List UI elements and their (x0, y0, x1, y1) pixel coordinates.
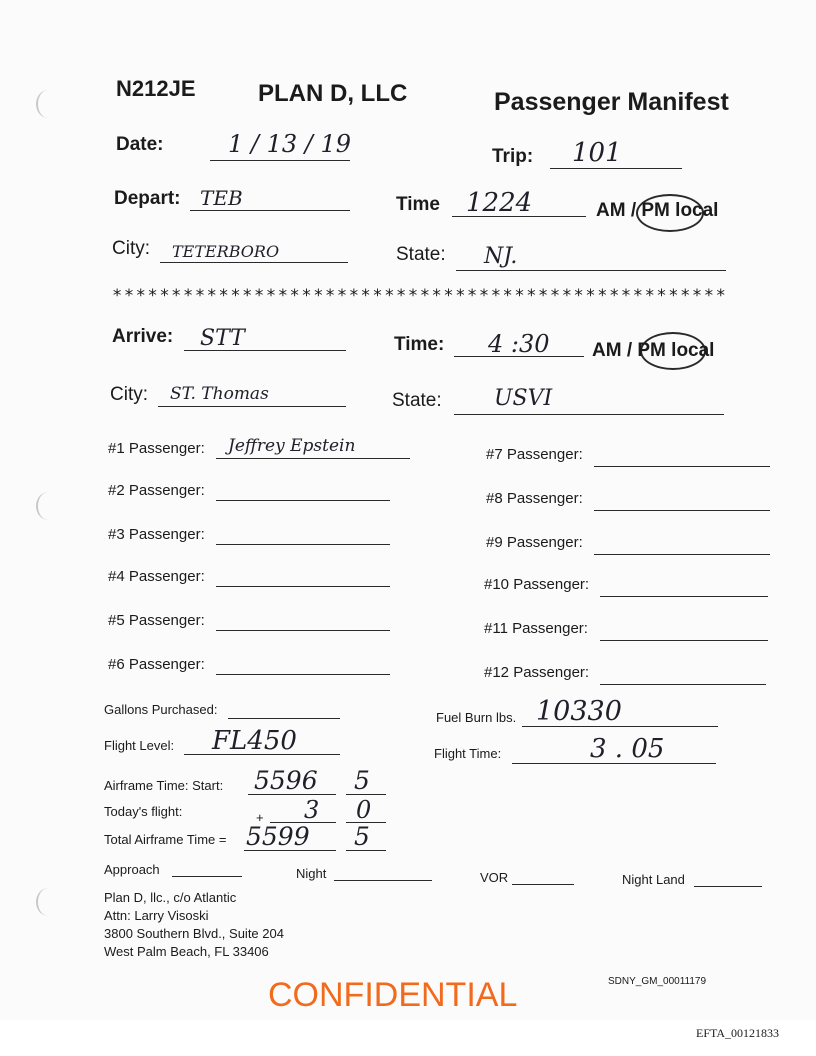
total-airframe-label: Total Airframe Time = (104, 832, 227, 847)
todays-flight-value: 3 (304, 796, 320, 824)
gallons-purchased-line (228, 718, 340, 719)
passenger-7-line (594, 466, 770, 467)
flight-time-label: Flight Time: (434, 746, 502, 761)
passenger-1-label: #1 Passenger: (108, 440, 205, 457)
address-line-3: 3800 Southern Blvd., Suite 204 (104, 926, 284, 941)
confidential-stamp: CONFIDENTIAL (268, 976, 518, 1014)
passenger-12-label: #12 Passenger: (484, 664, 590, 681)
passenger-11-label: #11 Passenger: (484, 620, 588, 637)
flight-level-label: Flight Level: (104, 738, 175, 753)
passenger-8-line (594, 510, 770, 511)
depart-time-value: 1224 (466, 188, 533, 218)
approach-label: Approach (104, 862, 160, 877)
depart-city-label: City: (112, 238, 150, 259)
arrive-state-line (454, 414, 724, 415)
passenger-12-line (600, 684, 766, 685)
depart-city-value: TETERBORO (172, 242, 280, 261)
arrive-time-value: 4 :30 (488, 330, 550, 358)
airframe-start-decimal: 5 (354, 766, 370, 795)
date-line (210, 160, 350, 161)
passenger-11-line (600, 640, 768, 641)
form-title: Passenger Manifest (494, 88, 729, 116)
passenger-1-line (216, 458, 410, 459)
fuel-burn-label: Fuel Burn lbs. (436, 710, 517, 725)
arrive-city-label: City: (110, 384, 148, 405)
night-land-line (694, 886, 762, 887)
total-airframe-value: 5599 (246, 822, 310, 851)
arrive-state-label: State: (392, 390, 442, 411)
night-land-label: Night Land (622, 872, 685, 887)
separator-stars: **************************************************** (112, 286, 728, 306)
tail-number: N212JE (116, 76, 196, 101)
arrive-label: Arrive: (112, 326, 174, 347)
bates-number: SDNY_GM_00011179 (608, 976, 707, 987)
passenger-9-line (594, 554, 770, 555)
arrive-time-label: Time: (394, 334, 445, 355)
arrive-value: STT (200, 326, 245, 351)
efta-number: EFTA_00121833 (696, 1026, 780, 1040)
trip-line (550, 168, 682, 169)
night-label: Night (296, 866, 327, 881)
depart-ampm-label: AM / PM local (596, 200, 719, 221)
passenger-6-line (216, 674, 390, 675)
depart-label: Depart: (114, 188, 181, 209)
passenger-6-label: #6 Passenger: (108, 656, 205, 673)
passenger-3-line (216, 544, 390, 545)
address-line-2: Attn: Larry Visoski (104, 908, 209, 923)
binder-hole-bottom (36, 888, 60, 916)
date-value: 1 / 13 / 19 (228, 130, 352, 158)
todays-flight-label: Today's flight: (104, 804, 183, 819)
gallons-purchased-label: Gallons Purchased: (104, 702, 218, 717)
depart-state-line (456, 270, 726, 271)
passenger-9-label: #9 Passenger: (486, 534, 583, 551)
trip-value: 101 (572, 138, 622, 168)
depart-city-line (160, 262, 348, 263)
airframe-start-value: 5596 (254, 766, 318, 795)
night-line (334, 880, 432, 881)
depart-time-label: Time (396, 194, 441, 215)
airframe-start-label: Airframe Time: Start: (104, 778, 224, 793)
passenger-10-line (600, 596, 768, 597)
arrive-ampm-label: AM / PM local (592, 340, 715, 361)
passenger-3-label: #3 Passenger: (108, 526, 205, 543)
todays-flight-plus: + (256, 810, 264, 825)
arrive-state-value: USVI (494, 386, 553, 411)
passenger-4-line (216, 586, 390, 587)
passenger-5-label: #5 Passenger: (108, 612, 205, 629)
binder-hole-top (36, 90, 60, 118)
passenger-2-line (216, 500, 390, 501)
vor-label: VOR (480, 870, 509, 885)
total-airframe-decimal: 5 (354, 822, 370, 851)
passenger-10-label: #10 Passenger: (484, 576, 590, 593)
passenger-1-value: Jeffrey Epstein (228, 436, 356, 456)
vor-line (512, 884, 574, 885)
passenger-8-label: #8 Passenger: (486, 490, 583, 507)
approach-line (172, 876, 242, 877)
arrive-city-value: ST. Thomas (170, 384, 269, 404)
flight-level-value: FL450 (212, 726, 297, 756)
todays-flight-decimal: 0 (356, 796, 372, 824)
depart-state-label: State: (396, 244, 446, 265)
depart-value: TEB (200, 186, 243, 210)
depart-line (190, 210, 350, 211)
flight-time-value: 3 . 05 (590, 734, 665, 764)
trip-label: Trip: (492, 146, 534, 167)
passenger-4-label: #4 Passenger: (108, 568, 205, 585)
binder-hole-middle (36, 492, 60, 520)
address-line-1: Plan D, llc., c/o Atlantic (104, 890, 237, 905)
passenger-2-label: #2 Passenger: (108, 482, 205, 499)
depart-state-value: NJ. (484, 244, 518, 269)
address-line-4: West Palm Beach, FL 33406 (104, 944, 269, 959)
fuel-burn-value: 10330 (536, 696, 622, 727)
passenger-7-label: #7 Passenger: (486, 446, 583, 463)
date-label: Date: (116, 134, 164, 155)
company-name: PLAN D, LLC (258, 80, 408, 107)
passenger-5-line (216, 630, 390, 631)
arrive-city-line (158, 406, 346, 407)
